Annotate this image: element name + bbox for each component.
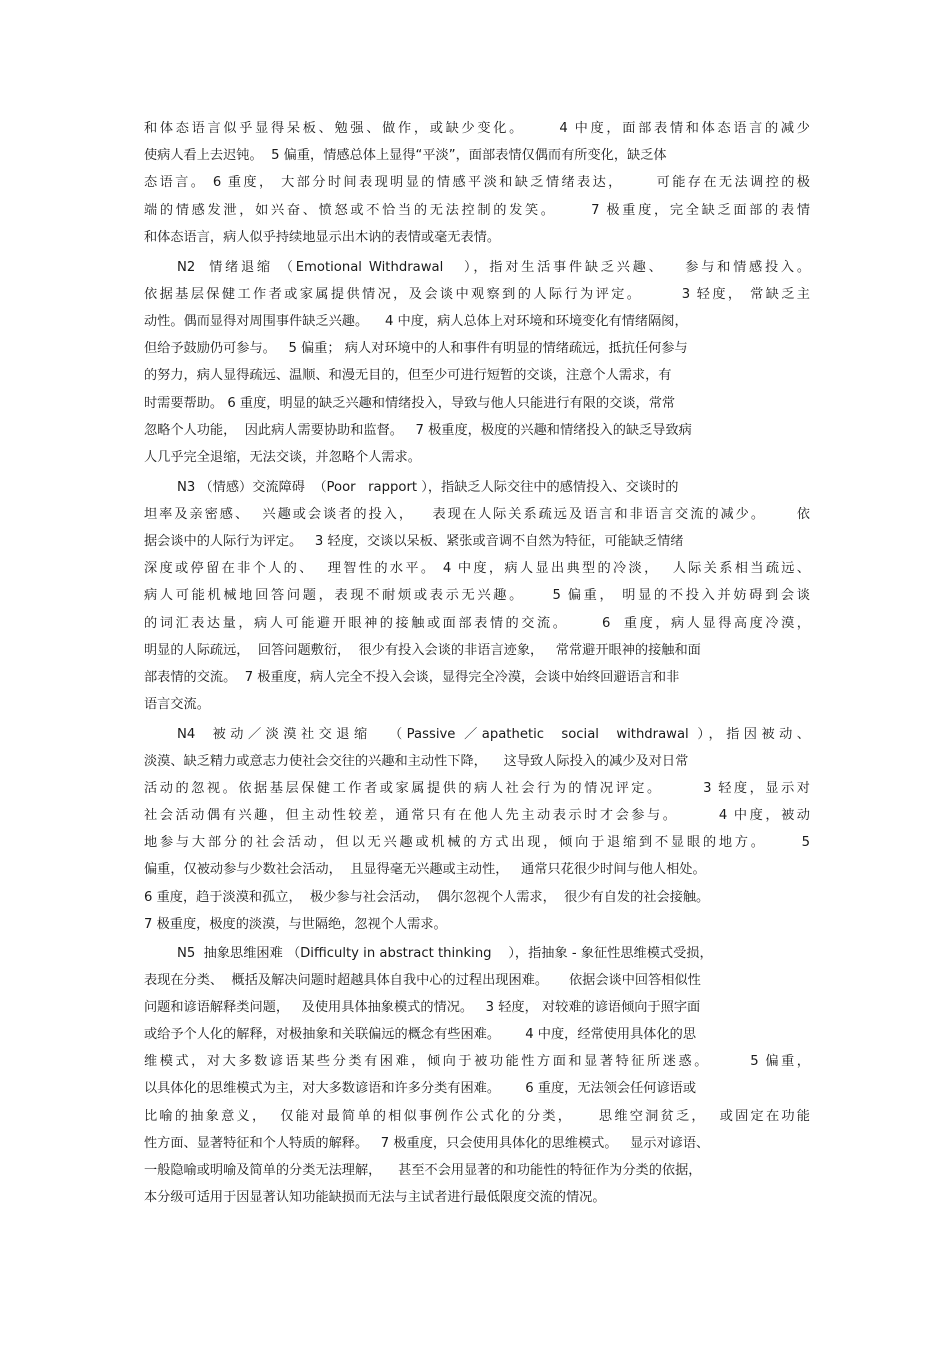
text-line: 态语言。 6 重度， 大部分时间表现明显的情感平淡和缺乏情绪表达， 可能存在无法调控的极 [144,175,810,190]
text-line: 地参与大部分的社会活动，但以无兴趣或机械的方式出现，倾向于退缩到不显眼的地方。 5 [144,835,810,850]
text-line: 动性。偶而显得对周围事件缺乏兴趣。 4 中度，病人总体上对环境和环境变化有情绪隔阂， [144,314,688,329]
section-heading-n3: N3 （情感）交流障碍 （Poor rapport ），指缺乏人际交往中的感情投入、交谈时的 [177,480,679,495]
text-line: 6 重度，趋于淡漠和孤立， 极少参与社会活动， 偶尔忽视个人需求， 很少有自发的社会接触。 [144,890,710,905]
text-line: 深度或停留在非个人的、 理智性的水平。 4 中度，病人显出典型的冷淡， 人际关系相当疏远、 [144,561,810,576]
text-line: 比喻的抽象意义， 仅能对最简单的相似事例作公式化的分类， 思维空洞贫乏， 或固定在功能 [144,1109,810,1124]
section-heading-n2: N2 情绪退缩 （Emotional Withdrawal ），指对生活事件缺乏兴趣、 参与和情感投入。 [177,260,810,275]
text-line: 淡漠、缺乏精力或意志力使社会交往的兴趣和主动性下降， 这导致人际投入的减少及对日常 [144,754,689,769]
text-line: 忽略个人功能， 因此病人需要协助和监督。 7 极重度，极度的兴趣和情绪投入的缺乏导致病 [144,423,692,438]
text-line: 依据基层保健工作者或家属提供情况，及会谈中观察到的人际行为评定。 3 轻度， 常缺乏主 [144,287,810,302]
text-line: 病人可能机械地回答问题，表现不耐烦或表示无兴趣。 5 偏重， 明显的不投入并妨碍到会谈 [144,588,810,603]
text-line: 或给予个人化的解释，对极抽象和关联偏远的概念有些困难。 4 中度，经常使用具体化的思 [144,1027,697,1042]
text-line: 的努力，病人显得疏远、温顺、和漫无目的，但至少可进行短暂的交谈，注意个人需求，有 [144,368,672,383]
text-line: 和体态语言似乎显得呆板、勉强、做作，或缺少变化。 4 中度，面部表情和体态语言的减少 [144,121,810,136]
text-line: 使病人看上去迟钝。 5 偏重，情感总体上显得“平淡”，面部表情仅偶而有所变化，缺乏体 [144,148,667,163]
text-line: 问题和谚语解释类问题， 及使用具体抽象模式的情况。 3 轻度， 对较难的谚语倾向于照字面 [144,1000,701,1015]
text-line: 一般隐喻或明喻及简单的分类无法理解， 甚至不会用显著的和功能性的特征作为分类的依据， [144,1163,702,1178]
text-line: 和体态语言，病人似乎持续地显示出木讷的表情或毫无表情。 [144,230,501,245]
text-line: 社会活动偶有兴趣，但主动性较差，通常只有在他人先主动表示时才会参与。 4 中度，被动 [144,808,810,823]
text-line: 7 极重度，极度的淡漠，与世隔绝，忽视个人需求。 [144,917,447,932]
text-line: 偏重，仅被动参与少数社会活动， 且显得毫无兴趣或主动性， 通常只花很少时间与他人相处。 [144,862,706,877]
text-line: 坦率及亲密感、 兴趣或会谈者的投入， 表现在人际关系疏远及语言和非语言交流的减少。 依 [144,507,810,522]
text-line: 人几乎完全退缩，无法交谈，并忽略个人需求。 [144,450,421,465]
section-heading-n4: N4 被动／淡漠社交退缩 （Passive ／apathetic social withdrawal ），指因被动、 [177,727,810,742]
text-line: 以具体化的思维模式为主，对大多数谚语和许多分类有困难。 6 重度，无法领会任何谚语或 [144,1081,697,1096]
text-line: 活动的忽视。依据基层保健工作者或家属提供的病人社会行为的情况评定。 3 轻度，显示对 [144,781,810,796]
text-line: 表现在分类、 概括及解决问题时超越具体自我中心的过程出现困难。 依据会谈中回答相似性 [144,973,701,988]
section-heading-n5: N5 抽象思维困难 （Difficulty in abstract thinking ），指抽象 - 象征性思维模式受损， [177,946,713,961]
text-line: 据会谈中的人际行为评定。 3 轻度，交谈以呆板、紧张或音调不自然为特征，可能缺乏情绪 [144,534,684,549]
text-line: 的词汇表达量，病人可能避开眼神的接触或面部表情的交流。 6 重度，病人显得高度冷漠， [144,616,810,631]
text-line: 性方面、显著特征和个人特质的解释。 7 极重度，只会使用具体化的思维模式。 显示对谚语、 [144,1136,710,1151]
text-line: 时需要帮助。 6 重度，明显的缺乏兴趣和情绪投入，导致与他人只能进行有限的交谈，常常 [144,396,676,411]
text-line: 但给予鼓励仍可参与。 5 偏重； 病人对环境中的人和事件有明显的情绪疏远，抵抗任何参与 [144,341,688,356]
text-line: 明显的人际疏远， 回答问题敷衍， 很少有投入会谈的非语言迹象， 常常避开眼神的接触和面 [144,643,701,658]
text-line: 端的情感发泄，如兴奋、愤怒或不恰当的无法控制的发笑。 7 极重度，完全缺乏面部的表情 [144,203,810,218]
text-line: 维模式，对大多数谚语某些分类有困难，倾向于被功能性方面和显著特征所迷惑。 5 偏重， [144,1054,810,1069]
text-line: 本分级可适用于因显著认知功能缺损而无法与主试者进行最低限度交流的情况。 [144,1190,606,1205]
text-line: 语言交流。 [144,697,210,712]
text-line: 部表情的交流。 7 极重度，病人完全不投入会谈，显得完全冷漠，会谈中始终回避语言和非 [144,670,680,685]
